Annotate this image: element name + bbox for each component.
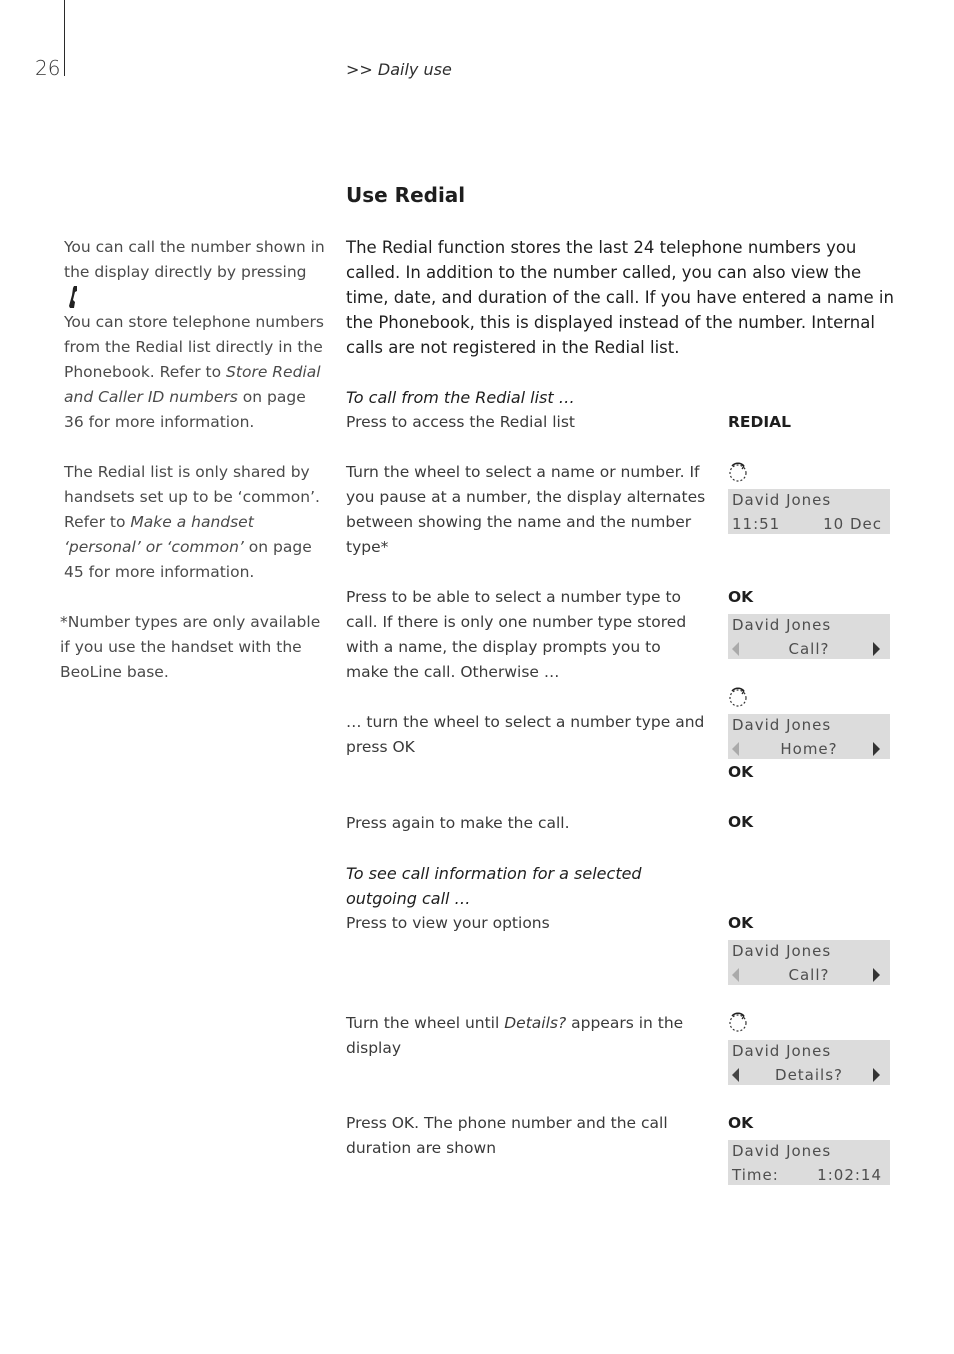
- wheel-icon: [728, 462, 748, 482]
- ok-key: OK: [728, 813, 754, 831]
- page-number: 26: [35, 56, 61, 80]
- step-emphasis: Details?: [504, 1014, 567, 1032]
- handset-icon: [67, 285, 79, 309]
- arrow-right-icon: [873, 1068, 880, 1082]
- subheading-call: To call from the Redial list …: [346, 388, 575, 407]
- display-name: David Jones: [732, 491, 832, 509]
- ok-key: OK: [728, 763, 754, 781]
- display-option: Home?: [780, 740, 838, 758]
- step-make-call: Press again to make the call.: [346, 814, 570, 832]
- display-name: David Jones: [732, 1042, 832, 1060]
- ok-key: OK: [728, 588, 754, 606]
- sidebar-note-store: [64, 310, 326, 435]
- display-redial-entry: [728, 489, 890, 534]
- note-text: The Redial list is only shared by handsets set up to be ‘common’. Refer to: [64, 463, 320, 531]
- note-reference: Make a handset ‘personal’ or ‘common’: [64, 513, 254, 556]
- note-reference: Store Redial and Caller ID numbers: [64, 363, 321, 406]
- step-turn-to-details: [346, 1011, 708, 1061]
- step-select-number-type: … turn the wheel to select a number type and press OK: [346, 713, 705, 756]
- note-text: on page 45 for more information.: [64, 538, 312, 581]
- arrow-right-icon: [873, 642, 880, 656]
- display-name: David Jones: [732, 1142, 832, 1160]
- display-option: Details?: [775, 1066, 843, 1084]
- step-select-type: Press to be able to select a number type to call. If there is only one number type stored with a name, the display prompts you to make the call. Otherwise …: [346, 588, 687, 681]
- display-name: David Jones: [732, 716, 832, 734]
- note-text: You can call the number shown in the display directly by pressing: [64, 238, 325, 281]
- step-show-duration: Press OK. The phone number and the call duration are shown: [346, 1114, 668, 1157]
- margin-rule: [64, 0, 65, 76]
- display-home-option: [728, 714, 890, 759]
- ok-key: OK: [728, 1114, 754, 1132]
- ok-key: OK: [728, 914, 754, 932]
- display-options: [728, 940, 890, 985]
- display-time-label: Time:: [732, 1166, 779, 1184]
- arrow-right-icon: [873, 968, 880, 982]
- redial-key: REDIAL: [728, 413, 792, 431]
- intro-paragraph: The Redial function stores the last 24 telephone numbers you called. In addition to the number called, you can also view the time, date, and duration of the call. If you have entered a name in the Phonebook, this is displayed instead of the number. Internal calls are not registered in the Redial list.: [346, 238, 894, 357]
- step-text: Turn the wheel until: [346, 1014, 505, 1032]
- display-option: Call?: [788, 966, 830, 984]
- note-text: on page 36 for more information.: [64, 388, 306, 431]
- display-call-duration: [728, 1140, 890, 1185]
- sidebar-note-shared: [64, 460, 326, 585]
- display-time: 11:51: [732, 515, 781, 533]
- arrow-right-icon: [873, 742, 880, 756]
- display-duration: 1:02:14: [817, 1166, 882, 1184]
- display-date: 10 Dec: [823, 515, 882, 533]
- step-access-redial: Press to access the Redial list: [346, 413, 575, 431]
- display-option: Call?: [788, 640, 830, 658]
- sidebar-note-call: [64, 235, 326, 312]
- display-name: David Jones: [732, 616, 832, 634]
- step-text: appears in the display: [346, 1014, 684, 1057]
- display-call-prompt: [728, 614, 890, 659]
- display-name: David Jones: [732, 942, 832, 960]
- display-details: [728, 1040, 890, 1085]
- step-view-options: Press to view your options: [346, 914, 550, 932]
- step-turn-wheel: Turn the wheel to select a name or number. If you pause at a number, the display alternates between showing the name and the number type*: [346, 463, 706, 556]
- subheading-call-info: To see call information for a selected outgoing call …: [346, 864, 642, 908]
- wheel-icon: [728, 687, 748, 707]
- sidebar-footnote: *Number types are only available if you use the handset with the BeoLine base.: [60, 613, 321, 681]
- section-header: >> Daily use: [346, 60, 452, 79]
- page-title: Use Redial: [346, 183, 466, 207]
- note-text: You can store telephone numbers from the Redial list directly in the Phonebook. Refer to: [64, 313, 325, 381]
- wheel-icon: [728, 1012, 748, 1032]
